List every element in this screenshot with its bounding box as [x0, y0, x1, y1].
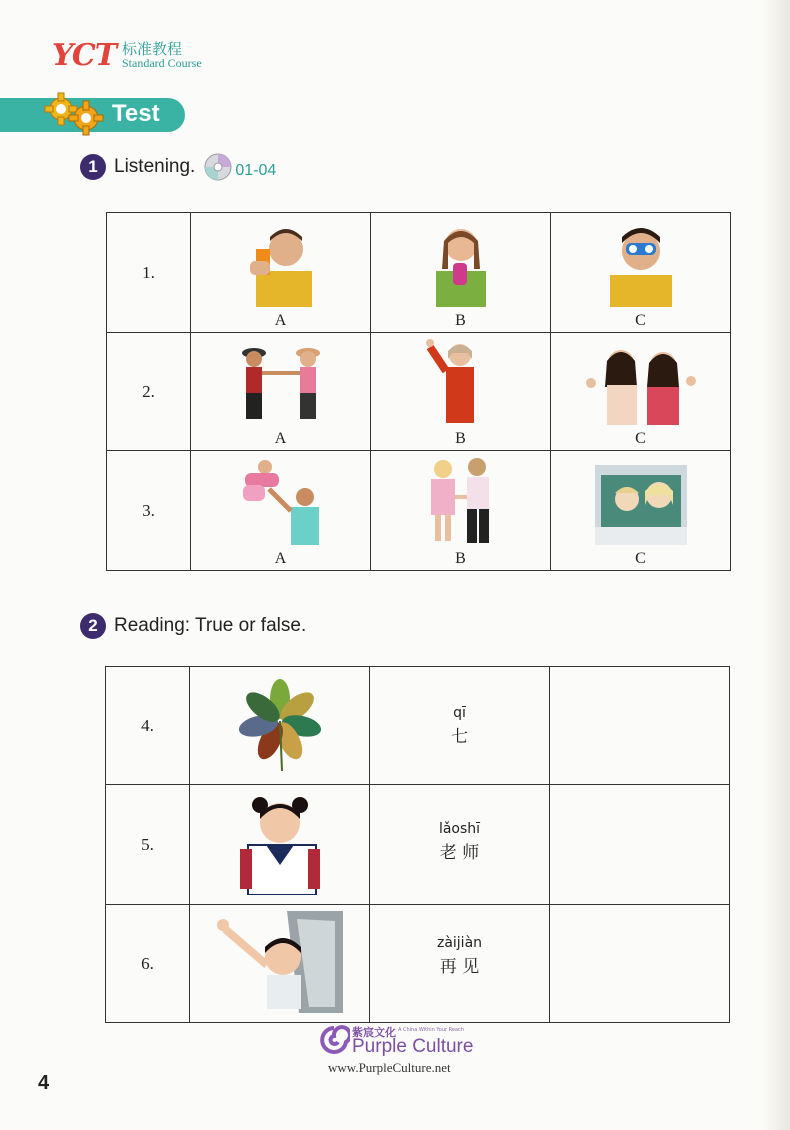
section-number: 2 [80, 613, 106, 639]
option-cell-a[interactable] [191, 333, 371, 451]
photo-two-girls-holding-hands [423, 457, 499, 545]
watermark-name: Purple Culture [352, 1036, 474, 1057]
photo-girl-with-number [430, 219, 492, 307]
option-cell-c[interactable] [551, 451, 731, 571]
word-cell [370, 785, 550, 905]
option-label: C [635, 550, 646, 567]
hanzi-text: 再 见 [439, 957, 480, 977]
photo-boy-with-binoculars [606, 219, 676, 307]
section-listening-header [80, 152, 276, 182]
table-row [107, 451, 731, 571]
table-row [106, 785, 730, 905]
row-number: 2. [107, 333, 191, 451]
picture-cell [190, 905, 370, 1023]
photo-girl-waving [426, 337, 496, 427]
banner-title: Test [112, 100, 160, 127]
photo-two-kids-shaking-hands [236, 345, 326, 423]
section-number: 1 [80, 154, 106, 180]
logo-english-title: Standard Course [122, 56, 202, 70]
option-label: A [274, 312, 287, 329]
option-cell-b[interactable] [371, 333, 551, 451]
option-cell-a[interactable] [191, 213, 371, 333]
photo-seven-leaves [232, 675, 328, 773]
picture-cell [190, 785, 370, 905]
cd-icon [203, 152, 233, 182]
page-edge-shadow [762, 0, 790, 1130]
hanzi-text: 七 [451, 727, 468, 747]
option-label: C [635, 312, 646, 329]
row-number: 4. [106, 667, 190, 785]
pinyin-text: qī [453, 705, 466, 721]
table-row [107, 333, 731, 451]
pinyin-text: lǎoshī [438, 821, 481, 837]
photo-kids-in-car-window [595, 465, 687, 545]
option-cell-a[interactable] [191, 451, 371, 571]
word-cell [370, 667, 550, 785]
table-row [107, 213, 731, 333]
audio-track-number: 01-04 [235, 162, 277, 179]
spiral-logo-icon [318, 1024, 350, 1060]
purple-culture-watermark [318, 1024, 518, 1076]
pinyin-text: zàijiàn [436, 935, 483, 951]
option-label: B [455, 312, 466, 329]
section-reading-header [80, 613, 306, 639]
option-cell-c[interactable] [551, 213, 731, 333]
watermark-chinese: 紫宸文化 [352, 1026, 396, 1039]
table-row [106, 667, 730, 785]
photo-boy-waving-from-car [217, 911, 343, 1013]
answer-cell[interactable] [550, 667, 730, 785]
photo-schoolgirl [236, 793, 324, 895]
word-cell [370, 905, 550, 1023]
logo-mark: YCT [52, 38, 117, 73]
option-label: B [455, 430, 466, 447]
row-number: 1. [107, 213, 191, 333]
photo-boy-with-number [246, 221, 316, 307]
option-cell-b[interactable] [371, 213, 551, 333]
option-label: C [635, 430, 646, 447]
photo-two-girls-waving [583, 343, 699, 425]
answer-cell[interactable] [550, 905, 730, 1023]
gear-icon [68, 100, 104, 136]
row-number: 3. [107, 451, 191, 571]
section-title: Listening. [114, 156, 196, 177]
logo-chinese-title: 标准教程 [122, 40, 183, 58]
row-number: 6. [106, 905, 190, 1023]
option-cell-b[interactable] [371, 451, 551, 571]
option-label: A [274, 430, 287, 447]
answer-cell[interactable] [550, 785, 730, 905]
photo-father-lifting-girl [239, 457, 323, 545]
yct-logo [52, 36, 252, 76]
table-row [106, 905, 730, 1023]
hanzi-text: 老 师 [439, 843, 480, 863]
option-label: B [455, 550, 466, 567]
watermark-tagline: A China Within Your Reach [398, 1027, 464, 1033]
watermark-url: www.PurpleCulture.net [328, 1060, 451, 1075]
listening-table [106, 212, 731, 571]
section-title: Reading: True or false. [114, 615, 307, 636]
reading-table [105, 666, 730, 1023]
option-cell-c[interactable] [551, 333, 731, 451]
row-number: 5. [106, 785, 190, 905]
page-number: 4 [38, 1072, 50, 1094]
picture-cell [190, 667, 370, 785]
option-label: A [274, 550, 287, 567]
